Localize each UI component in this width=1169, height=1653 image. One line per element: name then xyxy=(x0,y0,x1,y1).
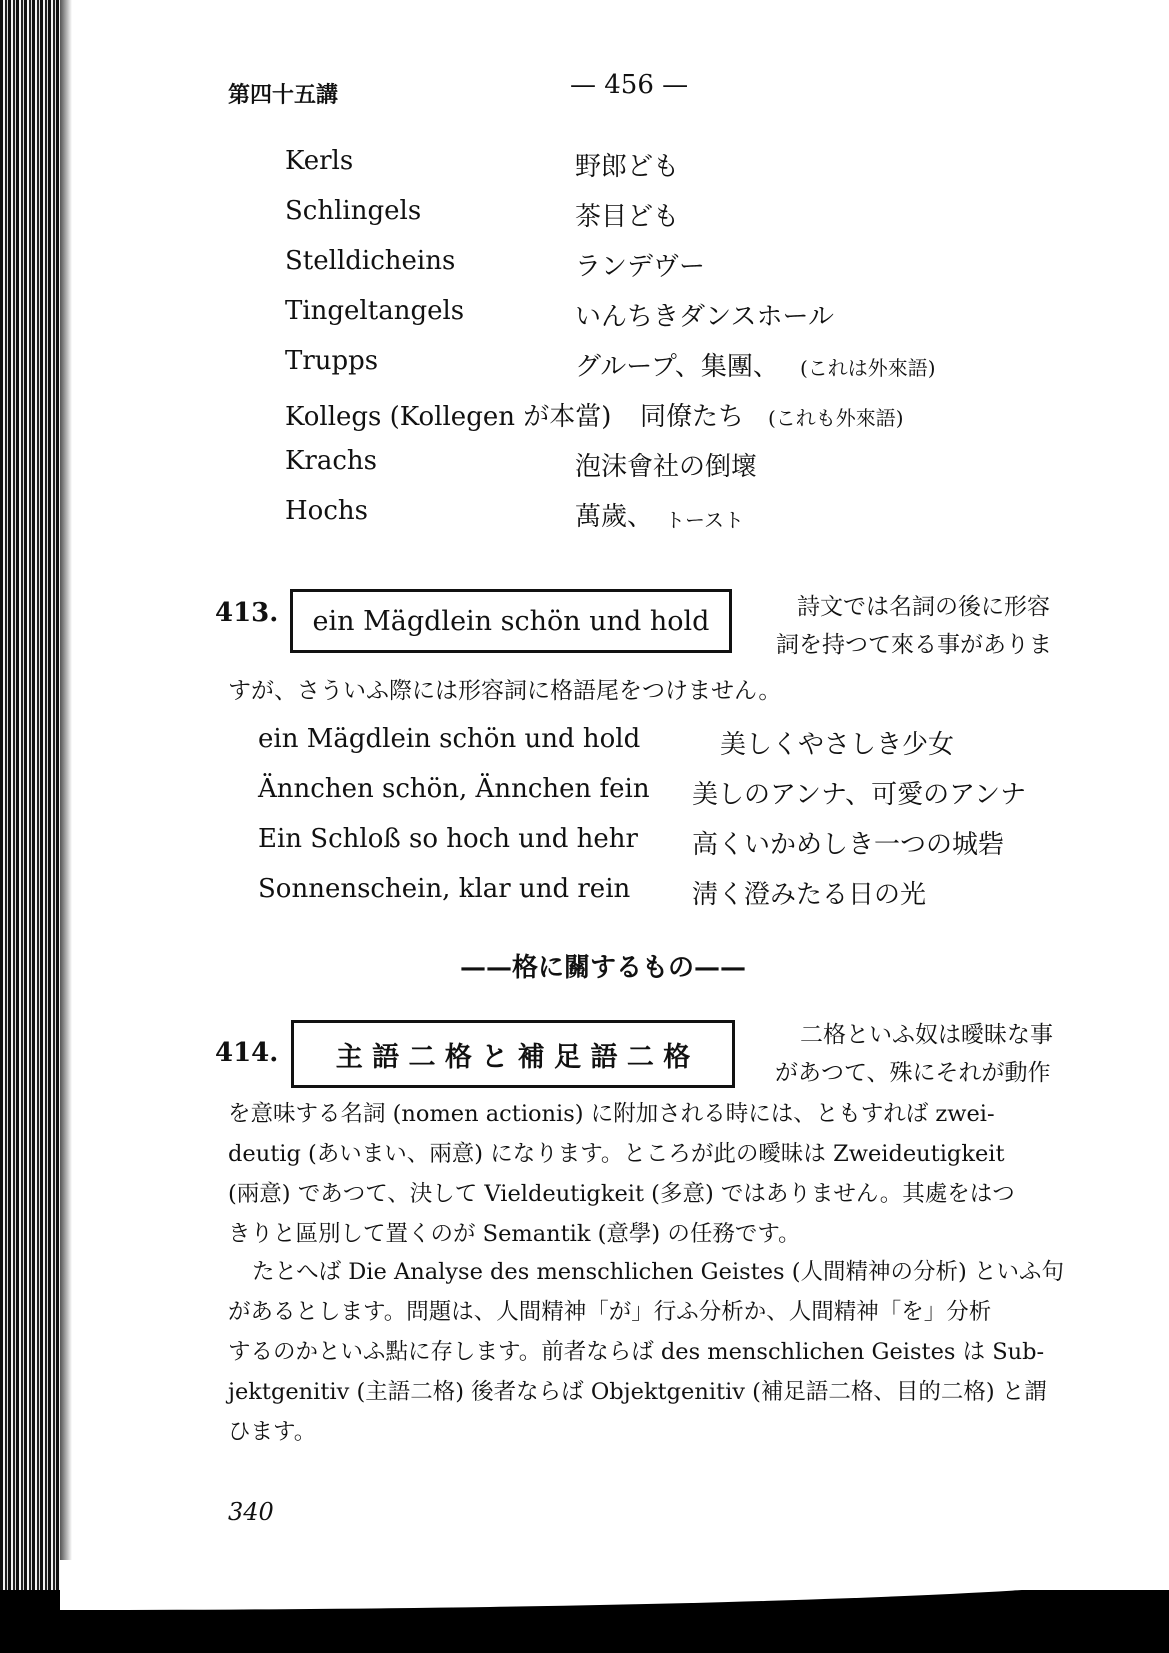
paragraph-line: があるとします。問題は、人間精神「が」行ふ分析か、人間精神「を」分析 xyxy=(228,1299,992,1325)
paragraph-line: jektgenitiv (主語二格) 後者ならば Objektgenitiv (補足語二格、目的二格) と謂 xyxy=(228,1379,1047,1405)
example-de: Ännchen schön, Ännchen fein xyxy=(258,774,650,804)
example-de: ein Mägdlein schön und hold xyxy=(258,724,641,754)
example-ja: 美しのアンナ、可愛のアンナ xyxy=(692,780,1027,810)
chapter-header: 第四十五講 xyxy=(228,82,339,108)
section-intro-line: 詞を持つて來る事がありま xyxy=(776,632,1052,658)
paragraph-line: きりと區別して置くのが Semantik (意學) の任務です。 xyxy=(228,1221,801,1247)
list-item-de: Hochs xyxy=(285,496,368,526)
list-item-ja: 野郎ども xyxy=(575,152,680,182)
list-item-note: トースト xyxy=(665,508,744,532)
paragraph-1 xyxy=(228,1094,1078,1254)
subsection-heading: ——格に關するもの—— xyxy=(460,953,747,983)
list-item-ja: 茶目ども xyxy=(575,202,680,232)
example-ja: 淸く澄みたる日の光 xyxy=(692,880,927,910)
page-number: — 456 — xyxy=(570,70,689,100)
paragraph-line: たとへば Die Analyse des menschlichen Geistes (人間精神の分析) といふ句 xyxy=(252,1259,1064,1285)
paragraph-line: するのかといふ點に存します。前者ならば des menschlichen Geistes は Sub- xyxy=(228,1339,1045,1365)
paragraph-line: (兩意) であつて、決して Vieldeutigkeit (多意) ではありません。其處をはつ xyxy=(228,1181,1015,1207)
list-item-note: (これも外來語) xyxy=(768,406,904,430)
section-number: 414. xyxy=(215,1038,279,1068)
list-item-de: Stelldicheins xyxy=(285,246,456,276)
list-item-ja: グループ、集團、 xyxy=(575,352,779,382)
example-ja: 美しくやさしき少女 xyxy=(720,730,955,760)
paragraph-line: deutig (あいまい、兩意) になります。ところが此の曖昧は Zweideutigkeit xyxy=(228,1141,1005,1167)
example-ja: 高くいかめしき一つの城砦 xyxy=(692,830,1005,860)
paragraph-2 xyxy=(228,1252,1078,1452)
section-title-box: ein Mägdlein schön und hold xyxy=(290,589,732,653)
section-intro-line: 詩文では名詞の後に形容 xyxy=(797,594,1050,620)
list-item-de: Schlingels xyxy=(285,196,422,226)
list-item-de: Krachs xyxy=(285,446,378,476)
list-item-note: (これは外來語) xyxy=(800,356,936,380)
list-item-de: Kollegs (Kollegen が本當) xyxy=(285,402,612,432)
section-intro-line: 二格といふ奴は曖昧な事 xyxy=(800,1022,1053,1048)
folio-number: 340 xyxy=(228,1498,274,1526)
example-de: Ein Schloß so hoch und hehr xyxy=(258,824,638,854)
list-item-ja: 萬歲、 xyxy=(575,502,654,532)
paragraph-line: ひます。 xyxy=(228,1419,317,1445)
section-intro-continuation: すが、さういふ際には形容詞に格語尾をつけません。 xyxy=(228,678,782,704)
book-binding-edge xyxy=(0,0,70,1653)
list-item-ja: 泡沫會社の倒壞 xyxy=(575,452,758,482)
list-item-de: Tingeltangels xyxy=(285,296,465,326)
section-intro-line: があつて、殊にそれが動作 xyxy=(775,1060,1051,1086)
list-item-ja: いんちきダンスホール xyxy=(575,302,834,332)
list-item-de: Kerls xyxy=(285,146,354,176)
example-de: Sonnenschein, klar und rein xyxy=(258,874,631,904)
list-item-ja: 同僚たち xyxy=(640,402,745,432)
section-number: 413. xyxy=(215,598,279,628)
paragraph-line: を意味する名詞 (nomen actionis) に附加される時には、ともすれば zwei- xyxy=(228,1101,995,1127)
scan-background xyxy=(0,1590,1169,1653)
list-item-ja: ランデヴー xyxy=(575,252,706,282)
section-title-box: 主 語 二 格 と 補 足 語 二 格 xyxy=(291,1020,735,1088)
list-item-de: Trupps xyxy=(285,346,379,376)
